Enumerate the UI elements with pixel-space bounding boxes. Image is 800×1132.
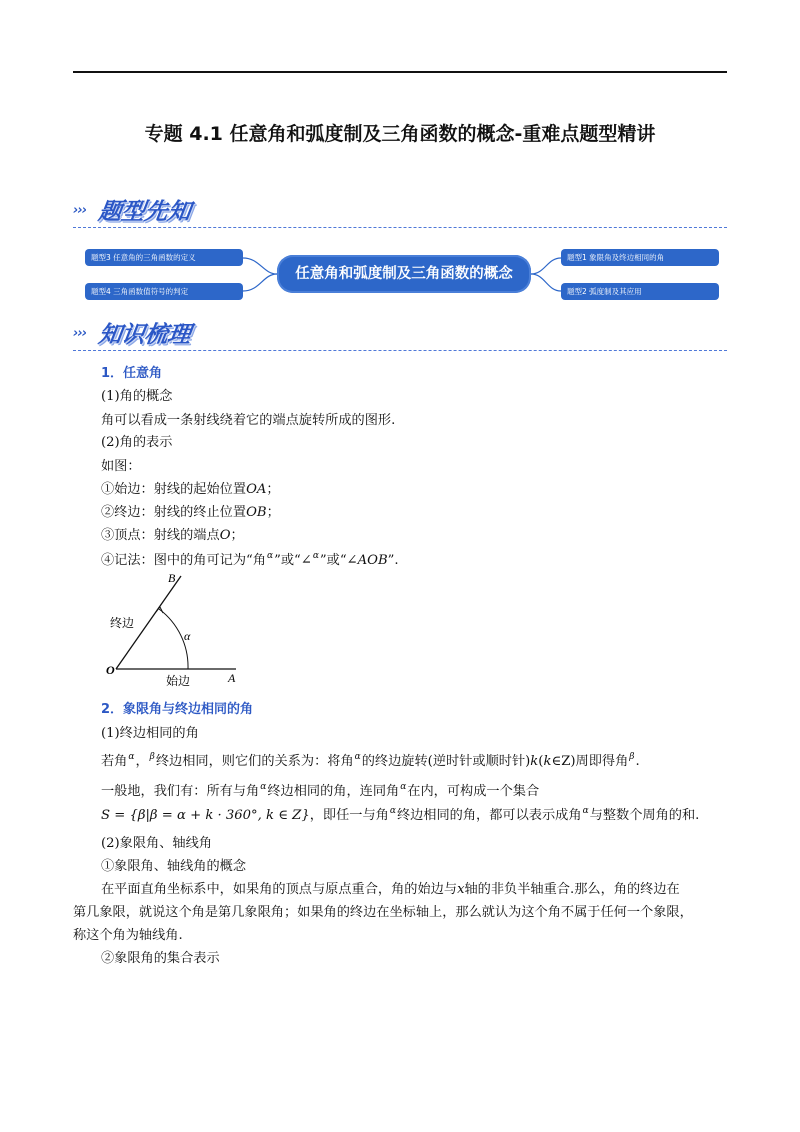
section-label: 知识梳理 [96,322,193,348]
text-line: ②终边：射线的终止位置OB； [101,505,280,520]
section-divider [73,227,727,228]
initial-side-label: 始边 [166,674,191,688]
heading-arbitrary-angle: 1．任意角 [101,366,163,381]
terminal-side-label: 终边 [110,616,135,630]
topic-mindmap [85,246,719,302]
vertex-label: O [106,663,115,677]
text-line: S = {β|β = α + k · 360°, k ∈ Z}，即任一与角$^\alpha$终边相同的角，都可以表示成角$^\alpha$与整数个周角的和. [101,806,700,823]
set-formula: S = {β|β = α + k · 360°, k ∈ Z} [101,808,310,823]
section-divider [73,350,727,351]
text-line: 称这个角为轴线角. [73,928,183,943]
text-line: 在平面直角坐标系中，如果角的顶点与原点重合，角的始边与x轴的非负半轴重合.那么，角的终边在 [101,882,680,897]
alpha-label: α [184,629,191,643]
text-line: 如图： [101,459,141,474]
angle-diagram [104,570,254,690]
text-line: ④记法：图中的角可记为“角$^\alpha$”或“∠$^\alpha$”或“∠AOB”. [101,551,399,568]
mindmap-node-type4: 题型4 三角函数值符号的判定 [85,283,243,300]
text-line: 第几象限，就说这个角是第几象限角；如果角的终边在坐标轴上，那么就认为这个角不属于任何一个象限， [73,905,693,920]
text-line: 一般地，我们有：所有与角$^\alpha$终边相同的角，连同角$^\alpha$在内，可构成一个集合 [101,782,540,799]
text-line: (1)角的概念 [101,389,173,404]
text-line: ①象限角、轴线角的概念 [101,859,247,874]
text-line: (1)终边相同的角 [101,726,199,741]
section-header-question-types [73,193,727,233]
mindmap-node-type3: 题型3 任意角的三角函数的定义 [85,249,243,266]
mindmap-center-node: 任意角和弧度制及三角函数的概念 [277,255,531,293]
mindmap-node-type2: 题型2 弧度制及其应用 [561,283,719,300]
page-title: 专题 4.1 任意角和弧度制及三角函数的概念-重难点题型精讲 [144,123,656,145]
section-header-knowledge [73,316,727,356]
text-line: (2)角的表示 [101,435,173,450]
section-arrows-icon: ››› [73,326,87,341]
mindmap-node-type1: 题型1 象限角及终边相同的角 [561,249,719,266]
point-a-label: A [228,671,236,685]
text-line: 若角$^\alpha$，$^\beta$终边相同，则它们的关系为：将角$^\alpha$的终边旋转(逆时针或顺时针)k(k∈Z)周即得角$^\beta$. [101,752,640,769]
section-arrows-icon: ››› [73,203,87,218]
text-line: ①始边：射线的起始位置OA； [101,482,280,497]
top-rule [73,71,727,73]
text-line: ③顶点：射线的端点O； [101,528,244,543]
text-line: ②象限角的集合表示 [101,951,220,966]
text-line: 角可以看成一条射线绕着它的端点旋转所成的图形. [101,413,396,428]
point-b-label: B [168,571,176,585]
text-line: (2)象限角、轴线角 [101,836,212,851]
section-label: 题型先知 [96,199,193,225]
heading-quadrant-angle: 2．象限角与终边相同的角 [101,702,254,717]
